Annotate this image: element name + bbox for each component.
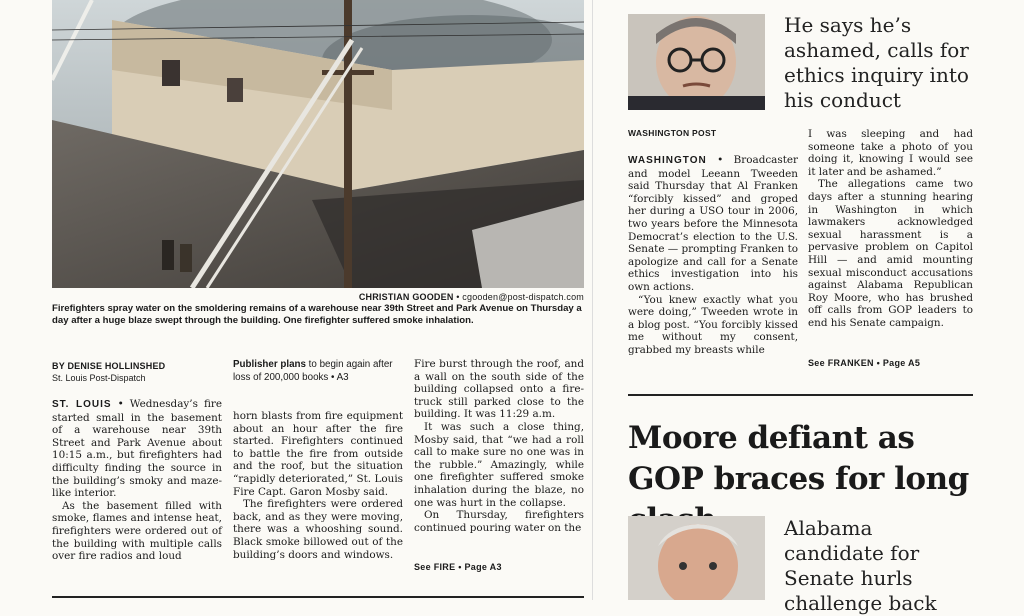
column-divider: [592, 0, 593, 600]
photo-cutline: Firefighters spray water on the smoldering remains of a warehouse near 39th Street and Park Avenue on Thursday a day after a huge blaze swept through the building. One firefighter suffered smoke inhalation.: [52, 303, 582, 326]
photo-credit-email: • cgooden@post-dispatch.com: [456, 292, 584, 302]
fire-col1-p1: • Wednesday’s fire started small in the basement of a warehouse near 39th Street and Park Avenue about 10:15 a.m., but firefighters had difficulty finding the source in the building’s smoky and maze-like interior.: [52, 398, 222, 500]
moore-subhead[interactable]: Alabama candidate for Senate hurls challenge back: [784, 516, 937, 615]
fire-col1-p2: As the basement filled with smoke, flames and intense heat, firefighters were ordered out of the building with multiple calls over fire radios and loud: [52, 499, 222, 563]
warehouse-fire-photo: [52, 0, 584, 288]
promo-bold: Publisher plans: [233, 359, 306, 370]
promo-text: to begin again after loss of 200,000 books • A3: [233, 359, 393, 383]
photo-credit: [52, 292, 584, 302]
fire-col3-p3: On Thursday, firefighters continued pouring water on the: [414, 509, 584, 534]
franken-column-2: [808, 128, 973, 330]
franken-source: WASHINGTON POST: [628, 128, 717, 138]
byline-name: BY DENISE HOLLINSHED: [52, 361, 166, 371]
fire-column-1: [52, 398, 222, 563]
fire-jump-link[interactable]: See FIRE • Page A3: [414, 562, 502, 572]
franken-col1-p1: • Broadcaster and model Leeann Tweeden said Thursday that Al Franken “forcibly kissed” and groped her during a USO tour in 2006, two years before the Minnesota Democrat’s election to the U.S. Senate — prompting Franken to apologize and call for a Senate ethics investigation into his own actions.: [628, 154, 798, 293]
byline-org: St. Louis Post-Dispatch: [52, 373, 146, 383]
moore-headline[interactable]: Moore defiant as GOP braces for long: [628, 420, 969, 497]
fire-col2-p1: horn blasts from fire equipment about an hour after the fire started. Firefighters continued to battle the fire from outside and the roof, but the situation “rapidly deteriorated,” St. Louis Fire Capt. Garon Mosby said.: [233, 410, 403, 498]
photo-credit-name: CHRISTIAN GOODEN: [358, 292, 454, 302]
fire-col3-p1: Fire burst through the roof, and a wall on the south side of the building collapsed onto a fire-truck still parked close to the building. It was 11:29 a.m.: [414, 358, 584, 421]
franken-jump-link[interactable]: See FRANKEN • Page A5: [808, 358, 921, 368]
franken-dateline: WASHINGTON: [628, 155, 707, 166]
fire-byline: [52, 360, 222, 384]
bottom-rule: [52, 596, 584, 598]
fire-column-2: [233, 410, 403, 561]
franken-photo: [628, 14, 765, 110]
franken-headline[interactable]: He says he’s ashamed, calls for ethics inquiry into his conduct: [784, 13, 969, 112]
section-rule: [628, 394, 973, 396]
fire-col3-p2: It was such a close thing, Mosby said, that “we had a roll call to make sure no one was in the rubble.” Amazingly, while one firefighter suffered smoke inhalation during the blaze, no one was hurt in the collapse.: [414, 420, 584, 509]
fire-dateline: ST. LOUIS: [52, 399, 112, 410]
franken-col2-p2: The allegations came two days after a stunning hearing in Washington in which lawmakers acknowledged sexual harassment is a pervasive problem on Capitol Hill — and amid mounting sexual misconduct accusations against Alabama Republican Roy Moore, who has brushed off calls from GOP leaders to end his Senate campaign.: [808, 178, 973, 329]
franken-column-1: [628, 154, 798, 357]
moore-photo: [628, 516, 765, 600]
publisher-promo[interactable]: [233, 358, 403, 384]
franken-col2-p1: I was sleeping and had someone take a photo of you doing it, knowing I would see it later and be ashamed.”: [808, 128, 973, 178]
fire-col2-p2: The firefighters were ordered back, and as they were moving, there was a whooshing sound. Black smoke billowed out of the building’s doors and windows.: [233, 498, 403, 561]
fire-column-3: [414, 358, 584, 534]
franken-col1-p2: “You knew exactly what you were doing,” Tweeden wrote in a blog post. “You forcibly kissed me without my consent, grabbed my breasts while: [628, 293, 798, 356]
